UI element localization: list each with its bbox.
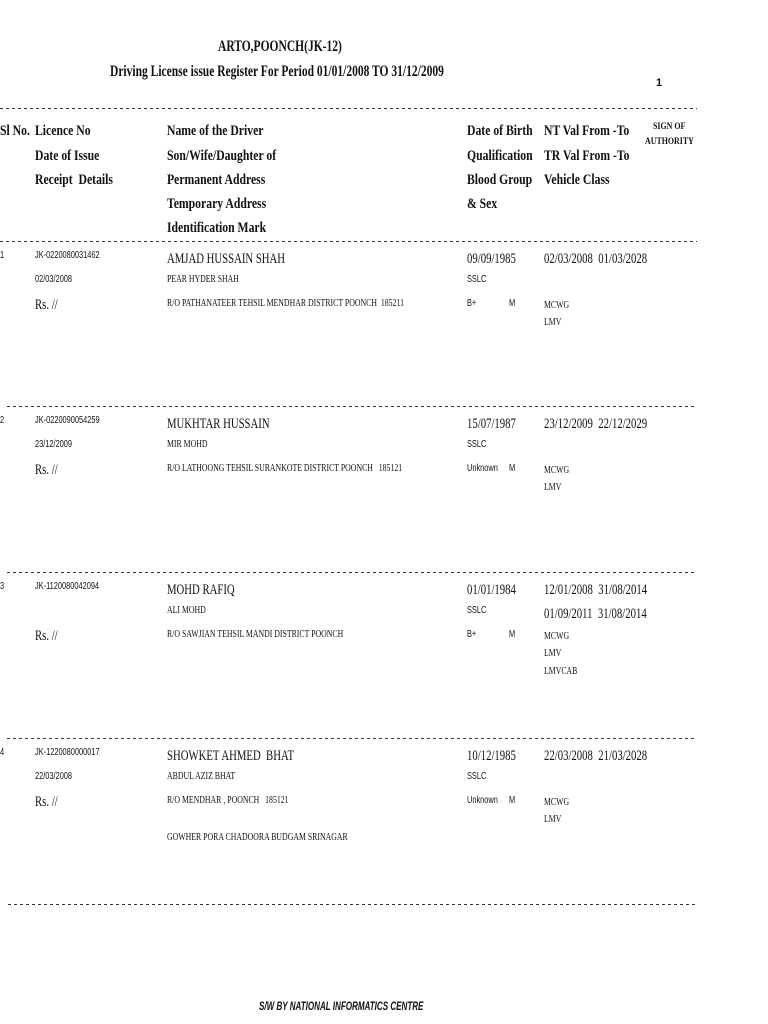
serial-number: 2 [0, 415, 5, 426]
driver-name: AMJAD HUSSAIN SHAH [167, 251, 286, 267]
receipt-details: Rs. // [35, 297, 58, 313]
licence-number: JK-1120080042094 [35, 581, 100, 592]
office-title: ARTO,POONCH(JK-12) [218, 38, 342, 55]
nt-validity: 22/03/2008 21/03/2028 [544, 748, 648, 764]
temporary-address: GOWHER PORA CHADOORA BUDGAM SRINAGAR [167, 832, 348, 843]
nt-validity: 02/03/2008 01/03/2028 [544, 251, 648, 267]
licence-number: JK-0220090054259 [35, 415, 100, 426]
col-blood-group: Blood Group [467, 172, 533, 188]
col-sex: & Sex [467, 196, 498, 212]
blood-group: Unknown [467, 463, 498, 474]
vehicle-class: LMVCAB [544, 666, 578, 677]
date-of-issue: 22/03/2008 [35, 771, 73, 782]
col-qualification: Qualification [467, 148, 533, 164]
tr-validity: 01/09/2011 31/08/2014 [544, 606, 647, 622]
driver-name: SHOWKET AHMED BHAT [167, 748, 295, 764]
qualification: SSLC [467, 274, 487, 285]
sex: M [509, 298, 516, 309]
col-licence-no: Licence No [35, 123, 91, 139]
col-relation: Son/Wife/Daughter of [167, 148, 277, 164]
date-of-issue: 23/12/2009 [35, 439, 73, 450]
driver-name: MOHD RAFIQ [167, 582, 235, 598]
col-temporary-address: Temporary Address [167, 196, 267, 212]
col-authority: AUTHORITY [645, 136, 694, 146]
licence-number: JK-0220080031462 [35, 250, 100, 261]
vehicle-class: LMV [544, 317, 562, 328]
driver-name: MUKHTAR HUSSAIN [167, 416, 270, 432]
col-sign-of: SIGN OF [653, 121, 686, 131]
col-date-of-birth: Date of Birth [467, 123, 533, 139]
register-record [0, 406, 768, 571]
col-permanent-address: Permanent Address [167, 172, 266, 188]
serial-number: 3 [0, 581, 5, 592]
date-of-birth: 15/07/1987 [467, 416, 516, 432]
nt-validity: 23/12/2009 22/12/2029 [544, 416, 648, 432]
col-nt-validity: NT Val From -To [544, 123, 630, 139]
serial-number: 4 [0, 747, 5, 758]
qualification: SSLC [467, 771, 487, 782]
permanent-address: R/O LATHOONG TEHSIL SURANKOTE DISTRICT POONCH 185121 [167, 463, 403, 474]
blood-group: Unknown [467, 795, 498, 806]
register-record [0, 241, 768, 406]
date-of-birth: 10/12/1985 [467, 748, 516, 764]
vehicle-class: LMV [544, 482, 562, 493]
receipt-details: Rs. // [35, 794, 58, 810]
date-of-birth: 01/01/1984 [467, 582, 516, 598]
col-identification-mark: Identification Mark [167, 220, 267, 236]
col-sl-no: Sl No. [0, 123, 30, 139]
blood-group: B+ [467, 629, 477, 640]
footer-credit: S/W BY NATIONAL INFORMATICS CENTRE [259, 1001, 424, 1013]
date-of-issue: 02/03/2008 [35, 274, 73, 285]
record-separator [8, 904, 697, 905]
relation-name: MIR MOHD [167, 439, 208, 450]
receipt-details: Rs. // [35, 628, 58, 644]
permanent-address: R/O SAWJIAN TEHSIL MANDI DISTRICT POONCH [167, 629, 344, 640]
qualification: SSLC [467, 605, 487, 616]
vehicle-class: MCWG [544, 300, 570, 311]
col-vehicle-class: Vehicle Class [544, 172, 610, 188]
permanent-address: R/O PATHANATEER TEHSIL MENDHAR DISTRICT POONCH 185211 [167, 298, 404, 309]
blood-group: B+ [467, 298, 477, 309]
register-record [0, 572, 768, 737]
sex: M [509, 795, 516, 806]
qualification: SSLC [467, 439, 487, 450]
register-title: Driving License issue Register For Period 01/01/2008 TO 31/12/2009 [110, 63, 444, 80]
col-tr-validity: TR Val From -To [544, 148, 630, 164]
header-top-rule [0, 108, 697, 109]
licence-number: JK-1220080000017 [35, 747, 100, 758]
register-record [0, 738, 768, 903]
vehicle-class: MCWG [544, 631, 570, 642]
date-of-birth: 09/09/1985 [467, 251, 516, 267]
relation-name: ABDUL AZIZ BHAT [167, 771, 236, 782]
sex: M [509, 463, 516, 474]
receipt-details: Rs. // [35, 462, 58, 478]
col-driver-name: Name of the Driver [167, 123, 264, 139]
col-receipt-details: Receipt Details [35, 172, 113, 188]
vehicle-class: MCWG [544, 465, 570, 476]
relation-name: PEAR HYDER SHAH [167, 274, 239, 285]
sex: M [509, 629, 516, 640]
relation-name: ALI MOHD [167, 605, 206, 616]
serial-number: 1 [0, 250, 5, 261]
vehicle-class: LMV [544, 648, 562, 659]
vehicle-class: LMV [544, 814, 562, 825]
permanent-address: R/O MENDHAR , POONCH 185121 [167, 795, 289, 806]
page-number: 1 [656, 77, 663, 89]
nt-validity: 12/01/2008 31/08/2014 [544, 582, 648, 598]
vehicle-class: MCWG [544, 797, 570, 808]
col-date-of-issue: Date of Issue [35, 148, 100, 164]
